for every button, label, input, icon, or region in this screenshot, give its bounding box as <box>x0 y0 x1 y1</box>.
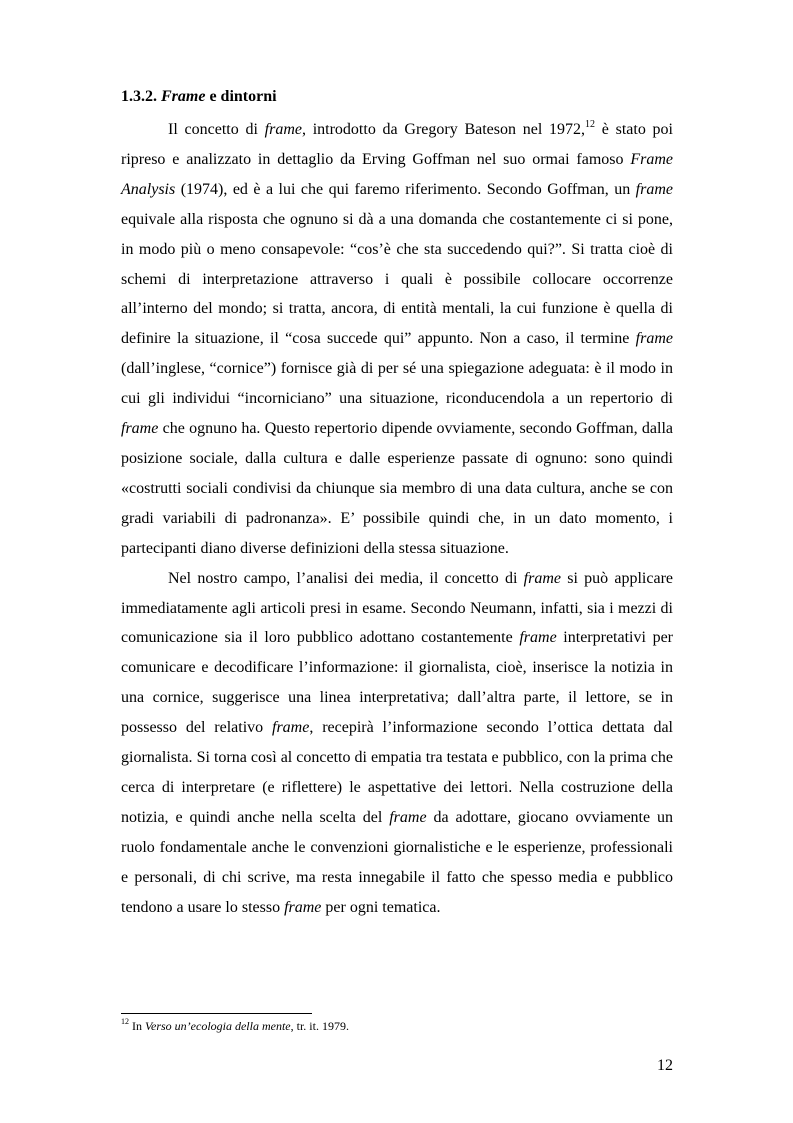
italic-term: frame <box>635 180 673 198</box>
text-run: , recepirà l’informazione secondo l’ottica dettata dal giornalista. Si torna così al concetto di empatia tra testata e pubblico, con la prima che cerca di interpretare (e riflettere) le aspettative dei lettori. Nella costruzione della notizia, e quindi anche nella scelta del <box>121 719 673 826</box>
section-heading <box>121 88 277 106</box>
italic-term: frame <box>519 629 557 647</box>
text-run: interpretativi per comunicare e decodificare l’informazione: il giornalista, cioè, inserisce la notizia in una cornice, suggerisce una linea interpretativa; dall’altra parte, il lettore, se in possesso del relativo <box>121 629 674 737</box>
text-run: da adottare, giocano ovviamente un ruolo fondamentale anche le convenzioni giornalistiche e le esperienze, professionali e personali, di chi scrive, ma resta innegabile il fatto che spesso media e pubblico tendono a usare lo stesso <box>121 808 673 916</box>
italic-term: frame <box>264 121 302 138</box>
section-title-italic: Frame <box>161 88 206 105</box>
paragraph-1 <box>121 115 673 564</box>
text-run: si può applicare immediatamente agli articoli presi in esame. Secondo Neumann, infatti, sia i mezzi di comunicazione sia il loro pubblico adottano costantemente <box>121 569 673 647</box>
section-title-rest: e dintorni <box>205 88 277 105</box>
text-run: (dall’inglese, “cornice”) fornisce già di per sé una spiegazione adeguata: è il modo in cui gli individui “incorniciano” una situazione, riconducendola a un repertorio di <box>121 360 673 408</box>
italic-term: frame <box>121 420 159 438</box>
footnote-book-title: Verso un’ecologia della mente <box>145 1019 291 1033</box>
section-number: 1.3.2. <box>121 88 161 105</box>
italic-title: Frame Analysis <box>121 150 673 198</box>
footnote-number: 12 <box>121 1017 129 1026</box>
paragraph-2 <box>121 564 673 923</box>
italic-term: frame <box>389 808 427 826</box>
italic-term: frame <box>284 898 322 916</box>
text-run: Il concetto di <box>168 121 265 138</box>
footnote-separator <box>121 1013 312 1014</box>
body-text <box>121 115 673 922</box>
italic-term: frame <box>635 330 673 348</box>
text-run: che ognuno ha. Questo repertorio dipende ovviamente, secondo Goffman, dalla posizione sociale, dalla cultura e dalle esperienze passate di ognuno: sono quindi «costrutti sociali condivisi da chiunque sia membro di una data cultura, anche se con gradi variabili di padronanza». E’ possibile quindi che, in un dato momento, i partecipanti diano diverse definizioni della stessa situazione. <box>121 420 673 557</box>
footnote-text: , tr. it. 1979. <box>290 1019 349 1033</box>
text-run: Nel nostro campo, l’analisi dei media, il concetto di <box>168 569 524 587</box>
text-run: è stato poi ripreso e analizzato in dettaglio da Erving Goffman nel suo ormai famoso <box>121 121 673 168</box>
page-number: 12 <box>657 1057 673 1074</box>
text-run: equivale alla risposta che ognuno si dà a una domanda che costantemente ci si pone, in modo più o meno consapevole: “cos’è che sta succedendo qui?”. Si tratta cioè di schemi di interpretazione attraverso i quali è possibile collocare occorrenze all’interno del mondo; si tratta, ancora, di entità mentali, la cui funzione è quella di definire la situazione, il “cosa succede qui” appunto. Non a caso, il termine <box>121 210 673 348</box>
italic-term: frame <box>523 569 561 587</box>
italic-term: frame <box>272 719 310 737</box>
footnote-text: In <box>129 1019 145 1033</box>
footnote <box>121 1019 349 1033</box>
text-run: (1974), ed è a lui che qui faremo riferimento. Secondo Goffman, un <box>175 180 636 198</box>
footnote-reference: 12 <box>585 118 596 130</box>
text-run: per ogni tematica. <box>321 898 441 916</box>
text-run: , introdotto da Gregory Bateson nel 1972, <box>301 121 586 138</box>
